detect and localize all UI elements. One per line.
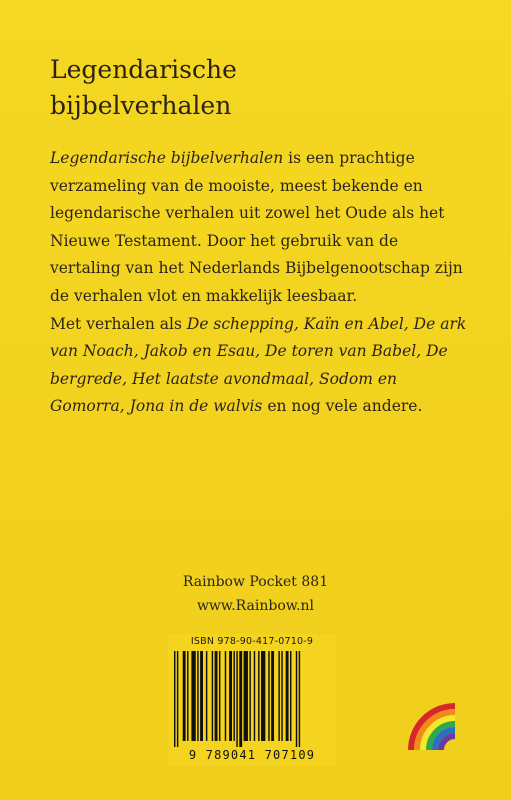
- story-title: Jona in de walvis: [129, 397, 263, 416]
- series-label: Rainbow Pocket 881: [182, 574, 329, 590]
- story-title: Kaïn en Abel,: [303, 314, 409, 333]
- barcode-bar: [191, 651, 195, 741]
- rainbow-arc: [441, 736, 455, 750]
- barcode-bar: [258, 651, 259, 741]
- barcode-bar: [200, 651, 203, 741]
- barcode-bar: [286, 651, 289, 741]
- barcode-bar: [244, 651, 248, 741]
- barcode-bar: [254, 651, 255, 741]
- story-title: Jakob en Esau,: [143, 342, 261, 361]
- story-title: Sodom en Gomorra,: [50, 369, 397, 416]
- barcode-bar: [271, 651, 274, 741]
- barcode-bar: [299, 651, 300, 747]
- barcode-bar: [225, 651, 226, 741]
- barcode-bar: [290, 651, 291, 741]
- barcode-bar: [183, 651, 186, 741]
- blurb-intro-2: Met verhalen als: [50, 314, 187, 333]
- barcode-bar: [236, 651, 237, 747]
- barcode-bar: [249, 651, 250, 741]
- barcode-block: [168, 634, 336, 766]
- blurb-book-title: Legendarische bijbelverhalen: [50, 149, 284, 167]
- barcode-bar: [197, 651, 198, 741]
- barcode-bar: [229, 651, 232, 741]
- blurb-paragraph-1: [50, 145, 470, 311]
- story-title: De bergrede,: [50, 342, 448, 388]
- barcode-bar: [233, 651, 234, 741]
- barcode-bar: [187, 651, 188, 741]
- story-title: De ark van Noach,: [50, 314, 467, 361]
- blurb: [50, 145, 470, 421]
- publisher-website: www.Rainbow.nl: [196, 598, 315, 614]
- imprint: [0, 570, 511, 618]
- story-title: De toren van Babel,: [265, 342, 422, 361]
- barcode-bar: [212, 651, 213, 741]
- barcode-bar: [261, 651, 265, 741]
- barcode-bar: [174, 651, 175, 747]
- barcode-bar: [215, 651, 218, 741]
- barcode-bar: [206, 651, 207, 741]
- blurb-paragraph-2: [50, 311, 470, 421]
- barcode-bar: [177, 651, 178, 747]
- story-title: Het laatste avondmaal,: [131, 369, 315, 388]
- book-title: [50, 52, 237, 124]
- blurb-text-1: is een prachtige verzameling van de mooiste, meest bekende en legendarische verhalen uit zowel het Oude als het Nieuwe Testament. Door het gebruik van de vertaling van het Nederlands Bijbelgenootschap zijn de verhalen vlot en makkelijk leesbaar.: [50, 149, 463, 305]
- blurb-ending: en nog vele andere.: [262, 397, 423, 416]
- rainbow-icon: [407, 702, 459, 754]
- book-title-line-1: Legendarische: [50, 55, 237, 84]
- barcode-bar: [219, 651, 220, 741]
- book-title-line-2: bijbelverhalen: [50, 91, 232, 120]
- barcode-bar: [239, 651, 242, 747]
- barcode-bar: [281, 651, 282, 741]
- isbn-label: ISBN 978-90-417-0710-9: [190, 636, 314, 647]
- barcode-bar: [278, 651, 279, 741]
- ean-digits: 9 789041 707109: [188, 748, 316, 762]
- barcode-bar: [268, 651, 269, 741]
- barcode-icon: [172, 651, 332, 747]
- story-title-group: [130, 397, 423, 415]
- story-title: De schepping,: [186, 314, 299, 333]
- barcode-bar: [296, 651, 297, 747]
